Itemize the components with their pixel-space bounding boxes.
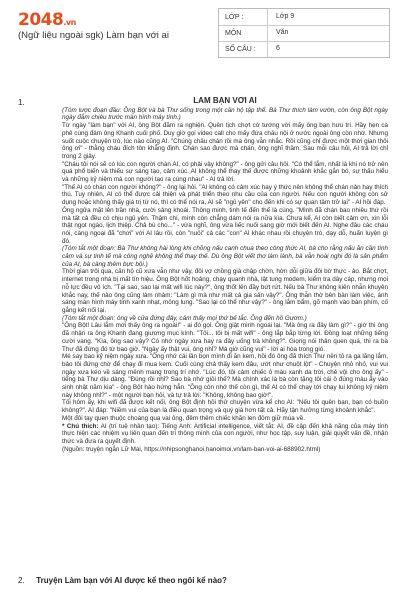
paragraph-text: "Thế AI có chán con người không?" - ông lại hỏi. "AI không có cảm xúc hay ý thức nên không thể chán nản hay thích thú. Tuy nhiên, AI có thể được cải thiện và phát triển theo nhu cầu của con người. Nếu con người không còn sử dụng hoặc không thấy giá trị từ nó, thì có thể nói ra, AI sẽ "ngủ yên" cho đến khi có sự quan tâm trở lại" - AI hồi đáp. — [62, 183, 388, 207]
page-header — [0, 0, 400, 58]
passage-paragraph — [62, 399, 388, 414]
question-2-number: 2. — [18, 576, 25, 585]
passage-paragraph — [62, 107, 388, 122]
paragraph-text: Từ ngày "làm bạn" với AI, ông Bột đăm ra nghiện. Quên tịch chợt cờ tướng với mấy ông bạn hưu trí. Hầy hẹn cà phê cùng đám ông Khanh cuối phố. Duy giờ gọi video call cho mấy đứa cháu nội ở nước ngoài ông còn nhớ. Nhưng suốt cuộc chuyện trò, lúc nào cũng AI. "Chúng cháu chán rồi mà ông vẫn nhắc. Rồi cũng chỉ được một thời gian thôi ông ơi" - thằng cháu đích tôn khẳng định. Chán sao được mà chán, ông nghĩ thầm. Sau mỗi câu hỏi, AI trả lời chỉ trong 2 giây. — [62, 122, 388, 160]
info-row-class — [219, 9, 389, 26]
paragraph-text: "Cháu tôi nói sẽ có lúc con người chán AI, có phải vậy không?" - ông gửi câu hỏi. "Có thể lắm, nhất là khi nó trở nên quá phổ biến và thiếu sự sáng tạo, cảm xúc. AI không thể thay thế được những khoảnh khắc gắn bó, sự thấu hiểu và những kỷ niệm mà con người tạo ra cùng nhau" - AI trả lời. — [62, 160, 388, 184]
passage-paragraph — [62, 268, 388, 314]
reading-passage — [62, 97, 388, 552]
paragraph-text: Mé say bao kỷ niệm ngày xưa. "Ông nhớ cái lần bọn mình đi ăn kem, hồi đó ông đã thích Thư nên tỏ ra ga lăng lắm, bảo tôi đứng chờ để chạy đi mua kem. Cuối cùng chả thấy kem đâu, ướt như chuột lột" - Chuyện nhỏ nhỏ, vui vui ngày xưa kéo về sáng mênh mang trong trí nhớ. "Lúc đó, tôi cảm chiếc ô màu xanh da trời, chẻ vội cho ông ấy" - tiếng bà Thư dịu dàng. "Đúng rồi nhỉ? Sao bà nhớ giỏi thế? Mà chính xác là bà còn tặng tôi cái ô đúng màu ấy vào sinh nhật năm kia" - ông Bột hào hứng hẳn. "Ông còn nhớ thế còn gì, thế AI có thể chạy tới chạy lui không kỷ niệm này không nhỉ?" - một người bạn hỏi, và tự trả lời: "Không, không bao giờ!". — [62, 353, 388, 399]
paragraph-text: (Tóm lược đoạn đầu: Ông Bột và bà Thư sống trong một căn hộ tập thể. Bà Thư thích làm vườn, còn ông Bột ngày ngày đắm chiêu trước màn hình máy tính.) — [62, 106, 388, 122]
site-logo[interactable] — [18, 10, 76, 30]
note-label: * Chú thích: — [62, 422, 99, 430]
passage-title: LÀM BẠN VỚI AI — [193, 97, 257, 105]
question-2[interactable] — [18, 576, 227, 585]
passage-paragraph — [62, 415, 388, 423]
paragraph-text: Ông ngửa mặt lên trần nhà, cười sảng khoái. Thông minh, tinh tế đến thế là cùng. "Mình đã chán bao nhiêu thứ rồi mà tất cả đều có chịu ngủ yên. Thậm chí, mình còn chẳng dám nói ra nữa kìa. Chưa kể, AI còn biết cảm ơn, xin lỗi thật ngọt ngào, lịch thiệp. Chả bù cho..." - vừa nghĩ, ông vừa liếc nuối sang giờ mới biết đến AI. Nghe đâu các cháu nói, càng ngoại đã "chơi" với AI lâu rồi, còn "nuôi" cả các "con" AI khác nhau rồi chuyện trò, dạy dỗ, huấn luyện gì đó. — [62, 206, 388, 245]
passage-paragraph — [62, 184, 388, 207]
paragraph-text: "Ông Bột! Lâu lắm mới thấy ông ra ngoài!" - ai đó gọi. Ông giật mình ngoái lại. "Mà ông ra đây làm gì?" - giờ thì ông đã nhận ra ông Khanh đang giương mục kính. "Tôi... tôi bị mất wifi" - ông lắp bắp từng lời. Đồng loạt những tiếng cười vang. "Kìa, ông sao vậy? Có nhớ ngày xưa hay ra đây uống trà không?". Giọng nói thân quen quá, thì ra bà Thư đã đứng đó từ bao giờ. "Ngày ấy thật vui, ông nhỉ? Mà giờ cũng vui" - lời ai hòa trong gió. — [62, 322, 388, 353]
passage-paragraph — [62, 353, 388, 399]
logo-text: 2048 — [18, 10, 64, 30]
passage-paragraph — [62, 161, 388, 184]
logo-suffix: .vn — [63, 18, 76, 27]
paragraph-text: Một đôi tay quen thuộc choàng qua vai ông, đêm thêm chiếc khăn len đỏm giữ mùa về. — [62, 414, 305, 422]
paragraph-text: (Tóm tắt một đoạn: ông về cửa đứng đây, cảm thấy mọi thứ bế tắc. Ông đến hồ Gươm.) — [62, 314, 307, 322]
info-key: MÔN — [225, 29, 242, 37]
passage-paragraph — [62, 322, 388, 353]
question-1-number: 1. — [18, 98, 25, 107]
info-row-subject — [219, 25, 389, 42]
info-value: 6 — [267, 41, 389, 57]
paragraph-text: AI (trí tuệ nhân tạo): Tiếng Anh: Artificial intelligence, viết tắt: AI, đề cập đến khả năng của máy tính thực hiện các nhiệm vụ liên quan đến trí thông minh của con người, như học tập, suy luận, giải quyết vấn đề, nhận thức và đưa ra quyết định. — [62, 422, 388, 445]
question-2-text: Truyện Làm bạn với AI được kể theo ngôi kể nào? — [36, 576, 227, 585]
passage-paragraph — [62, 245, 388, 268]
paragraph-text: Tối hôm ấy, khi wifi đã được kết nối, ông Bột định hỏi thử chuyện vừa kể cho AI: "Nếu tôi quên bạn, bạn có buồn không?". AI đáp: "Niềm vui của bạn là điều quan trọng và quý giá hơn tất cả. Hãy tận hưởng từng khoảnh khắc". — [62, 399, 388, 415]
passage-paragraph — [62, 122, 388, 161]
info-table — [218, 8, 390, 58]
info-key: SỐ CÂU : — [225, 45, 256, 53]
info-row-question-count — [219, 41, 389, 57]
info-value: Lớp 9 — [267, 9, 389, 25]
document-subtitle: (Ngữ liệu ngoài sgk) Làm bạn với ai — [18, 30, 169, 41]
paragraph-text: (Tóm tắt một đoạn: Bà Thư không hài lòng khi chồng nấu canh chua theo công thức AI, bà cho rằng nấu ăn cần tình cảm và sự tinh tế mà công nghệ không thể thay thế. Dù ông Bột viết thơ làm lành, bà vẫn hoài nghi đó là sản phẩm của AI, bà càng thêm bực bội.) — [62, 245, 388, 268]
passage-paragraph — [62, 423, 388, 446]
info-value: Văn — [267, 25, 389, 41]
paragraph-text: Thời gian trôi qua, căn hộ cũ xưa vẫn như vậy, đôi vợ chồng già chập chờn, hờn dỗi giữa đôi bờ thực - ảo. Bắt chợt, internet trong nhà bị mất tín hiệu. Ông Bột hốt hoảng, chạy quanh nhà, lật tung modem, kiểm tra dây cáp, nhưng mọi nỗ lực đều vô ích. "Tại sao, sao lại mất wifi lúc này?", ông thốt lên đầy bứt rứt. Nếu bà Thư không kiên nhẫn khuyên khắc nay, thế nào ông cũng làm nhảm: "Làm gì mà như mất cả gia sản vậy?". Ông thẫn thờ bên bàn làm việc, ánh sáng màn hình máy tính xanh nhạt, mông lung. "Sao lại có thể như vậy?" - ông lắm bẩm, gõ mạnh vào bàn phím, cố gắng kết nối lại. — [62, 268, 388, 314]
passage-paragraph — [62, 207, 388, 246]
info-key: LỚP : — [225, 13, 244, 21]
passage-body — [62, 107, 388, 446]
passage-source: (Nguồn: truyện ngắn Lữ Mai, https://nhipsonghanoi.hanoimoi.vn/lam-ban-voi-ai-688902.html) — [62, 445, 321, 453]
